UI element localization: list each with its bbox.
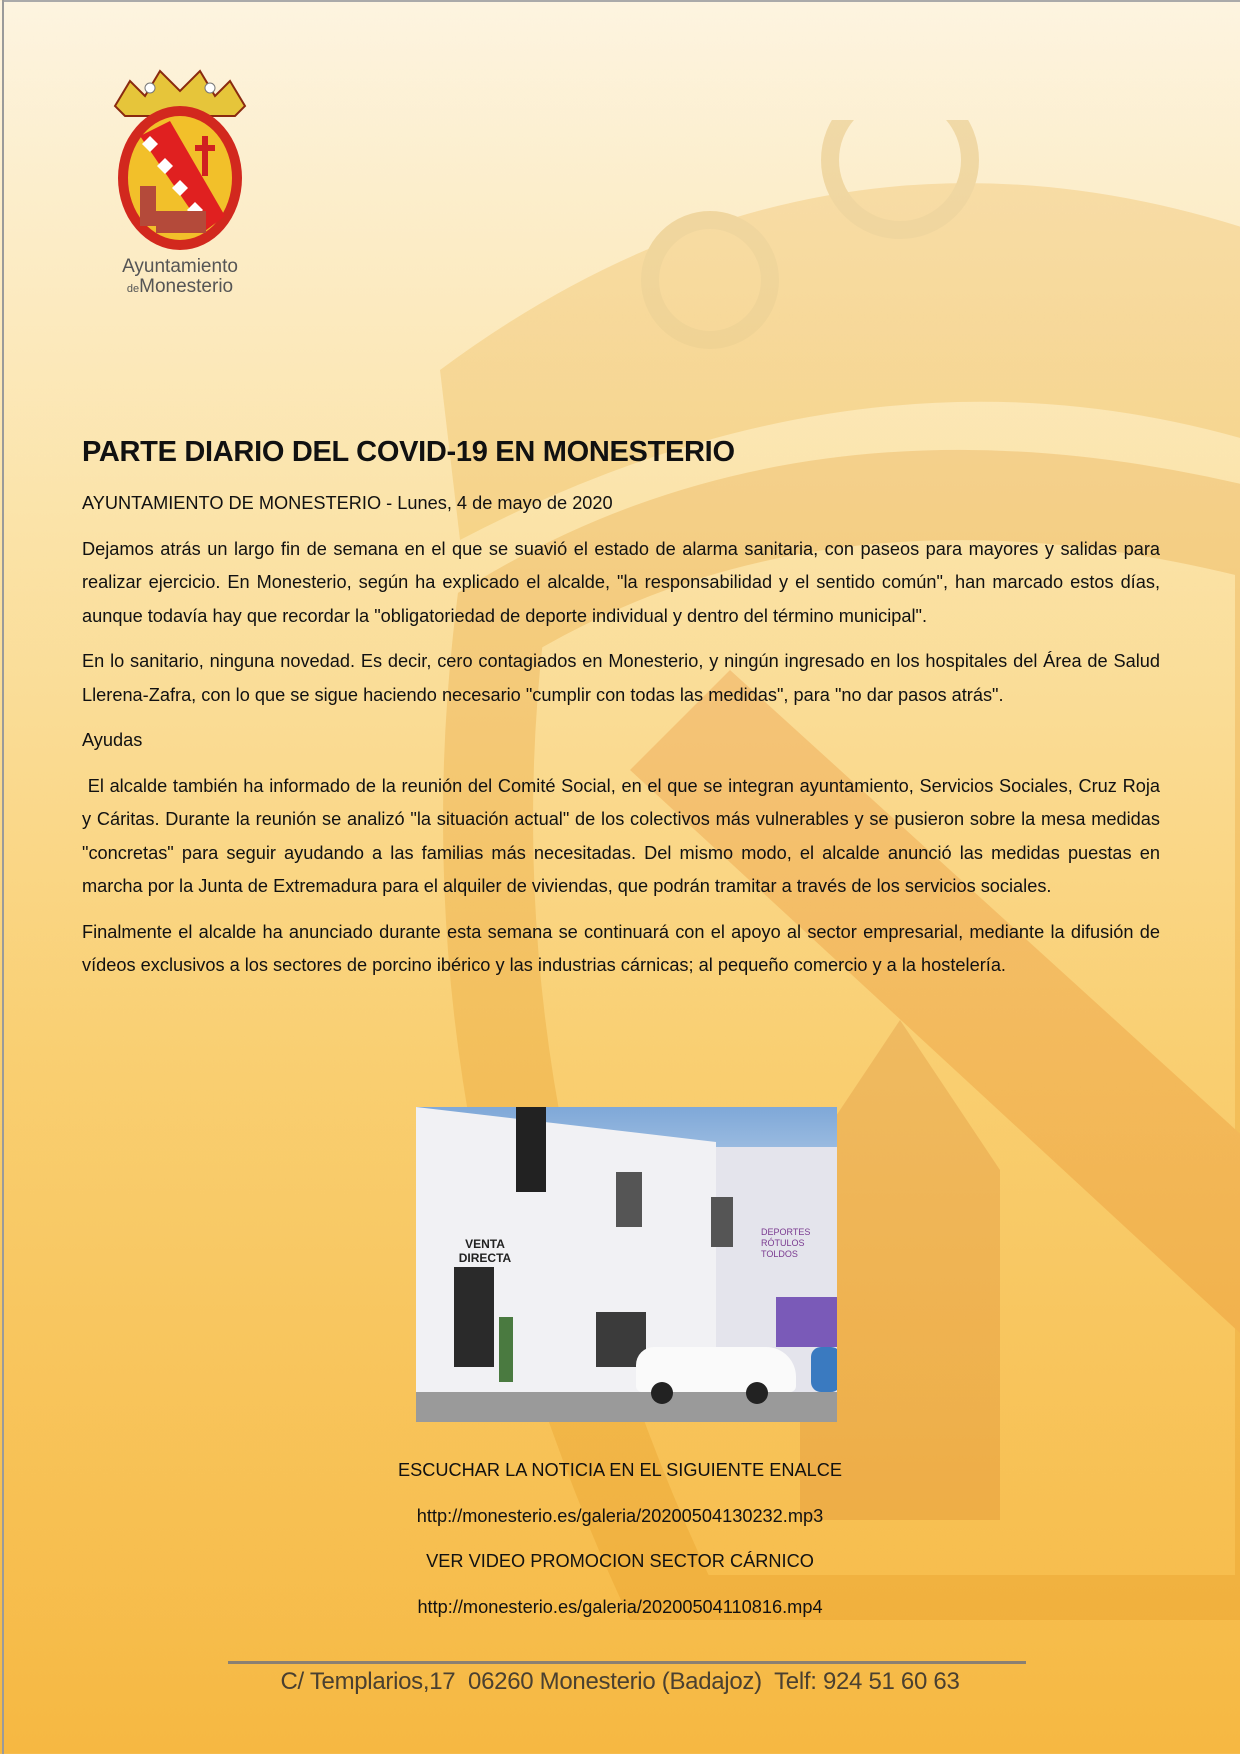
paragraph: Dejamos atrás un largo fin de semana en el que se suavió el estado de alarma sanitaria, con paseos para mayores y salidas para realizar ejercicio. En Monesterio, según ha explicado el alcalde, "la responsabilidad y el sentido común", han marcado estos días, aunque todavía hay que recordar la "obligatoriedad de deporte individual y dentro del término municipal". bbox=[82, 538, 1160, 626]
paragraph: En lo sanitario, ninguna novedad. Es decir, cero contagiados en Monesterio, y ningún ingresado en los hospitales del Área de Salud Llerena-Zafra, con lo que se sigue haciendo necesario "cumplir con todas las medidas", para "no dar pasos atrás". bbox=[82, 651, 1160, 705]
video-label: VER VIDEO PROMOCION SECTOR CÁRNICO bbox=[426, 1551, 814, 1571]
video-link[interactable]: http://monesterio.es/galeria/20200504110816.mp4 bbox=[417, 1597, 823, 1617]
article-byline: AYUNTAMIENTO DE MONESTERIO - Lunes, 4 de mayo de 2020 bbox=[82, 493, 613, 513]
article bbox=[82, 436, 1166, 995]
audio-link[interactable]: http://monesterio.es/galeria/20200504130232.mp3 bbox=[416, 1506, 824, 1526]
footer-address: C/ Templarios,17 06260 Monesterio (Badajoz) Telf: 924 51 60 63 bbox=[280, 1668, 960, 1695]
paragraph: El alcalde también ha informado de la reunión del Comité Social, en el que se integran ayuntamiento, Servicios Sociales, Cruz Roja y Cáritas. Durante la reunión se analizó "la situación actual" de los colectivos más vulnerables y se pusieron sobre la mesa medidas "concretas" para seguir ayudando a las familias más necesitadas. Del mismo modo, el alcalde anunció las medidas puestas en marcha por la Junta de Extremadura para el alquiler de viviendas, que podrán tramitar a través de los servicios sociales. bbox=[82, 775, 1166, 896]
footer-divider bbox=[228, 1661, 1026, 1664]
paragraph: Finalmente el alcalde ha anunciado durante esta semana se continuará con el apoyo al sector empresarial, mediante la difusión de vídeos exclusivos a los sectores de porcino ibérico y las industrias cárnicas; al pequeño comercio y a la hostelería. bbox=[82, 921, 1160, 975]
photo-sign-venta: VENTA DIRECTA bbox=[458, 1237, 512, 1265]
logo-de: de bbox=[126, 283, 140, 295]
article-title: PARTE DIARIO DEL COVID-19 EN MONESTERIO bbox=[82, 436, 735, 468]
section-heading: Ayudas bbox=[82, 730, 143, 750]
logo-line2: Monesterio bbox=[139, 276, 234, 297]
audio-label: ESCUCHAR LA NOTICIA EN EL SIGUIENTE ENALCE bbox=[397, 1460, 843, 1480]
coat-of-arms-logo bbox=[110, 66, 250, 256]
photo-sign-deportes: DEPORTES RÓTULOS TOLDOS bbox=[761, 1227, 811, 1259]
page-border-top bbox=[2, 0, 1240, 2]
logo-line1: Ayuntamiento bbox=[122, 256, 238, 277]
logo-text bbox=[110, 257, 250, 299]
page-border-left bbox=[2, 0, 4, 1754]
street-photo bbox=[416, 1107, 837, 1422]
